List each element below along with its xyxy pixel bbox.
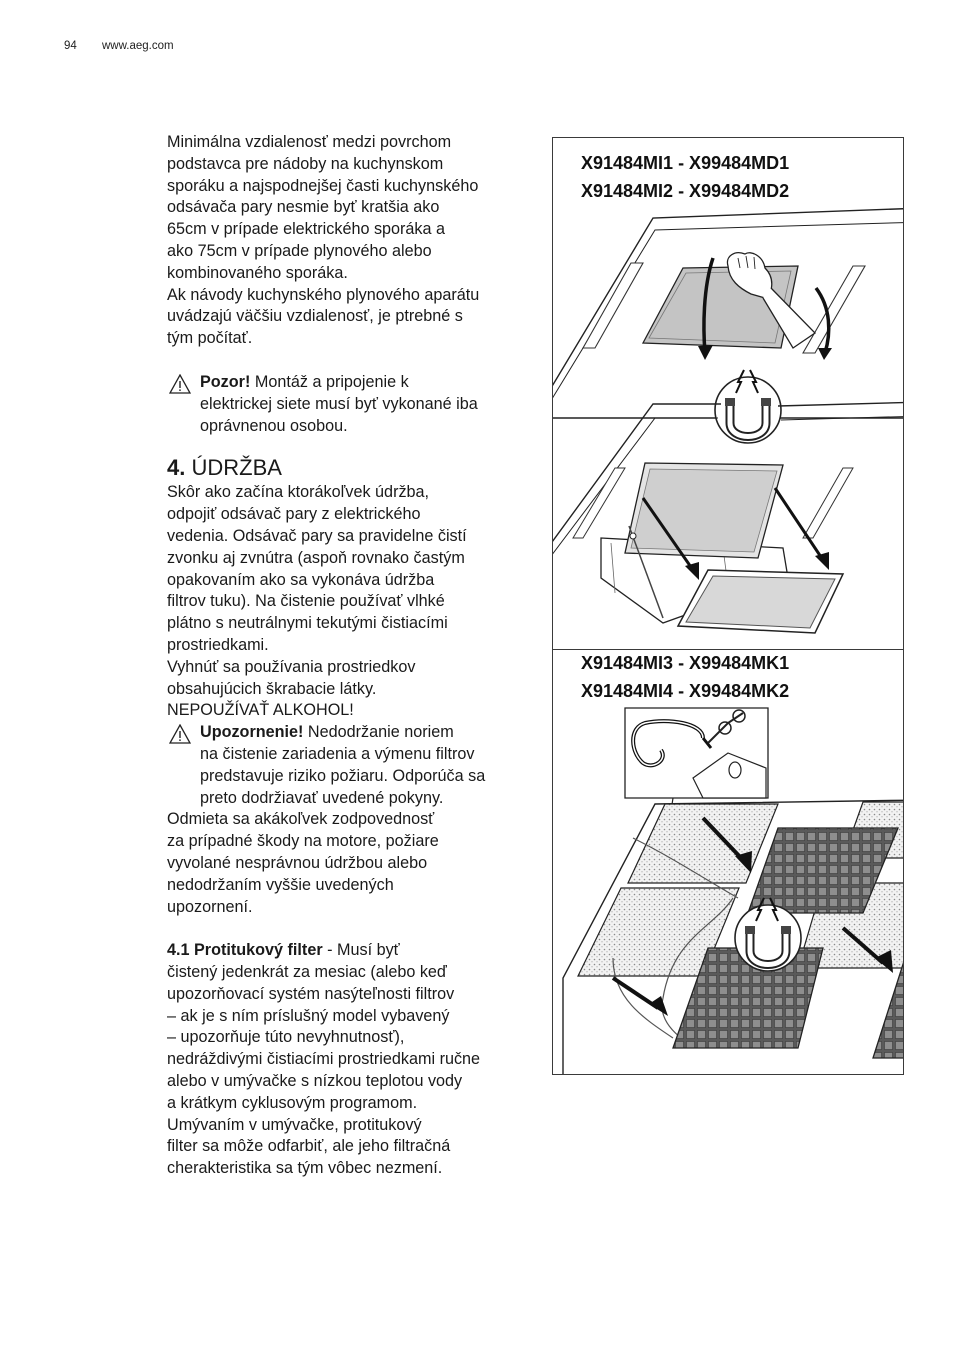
warning-line: predstavuje riziko požiaru. Odporúča sa (200, 766, 486, 785)
grease-filter-paragraph (167, 940, 537, 1180)
subsection-line: a krátkym cyklusovým programom. (167, 1093, 418, 1112)
subsection-line: filter sa môže odfarbiť, ale jeho filtračná (167, 1137, 451, 1156)
warning-text: Nedodržanie noriem (303, 723, 454, 742)
page-number: 94 (64, 40, 77, 52)
subsection-line: nedráždivými čistiacími prostriedkami ručne (167, 1050, 481, 1069)
section-heading (167, 455, 537, 481)
section-title: ÚDRŽBA (185, 455, 282, 481)
section-line: filtrov tuku). Na čistenie používať vlhké (167, 592, 445, 611)
subsection-line: Umývaním v umývačke, protitukový (167, 1115, 422, 1134)
warning-triangle-icon (169, 374, 191, 394)
disclaimer-paragraph (167, 809, 537, 918)
intro-line: uvádzajú väčšiu vzdialenosť, je ptrebné s (167, 307, 463, 326)
intro-line: Ak návody kuchynského plynového aparátu (167, 285, 480, 304)
disclaimer-line: nedodržaním vyššie uvedených (167, 875, 394, 894)
warning-note (167, 722, 537, 809)
section-line: prostriedkami. (167, 635, 269, 654)
model-label-bottom-2: X91484MI4 - X99484MK2 (581, 681, 790, 701)
intro-line: sporáku a najspodnejšej časti kuchynského (167, 176, 479, 195)
intro-line: 65cm v prípade elektrického sporáka a (167, 220, 446, 239)
text-column (167, 132, 537, 1180)
disclaimer-line: Odmieta sa akákoľvek zodpovednosť (167, 810, 435, 829)
model-label-top-2: X91484MI2 - X99484MD2 (581, 181, 790, 201)
intro-line: kombinovaného sporáka. (167, 263, 348, 282)
page-header (64, 40, 174, 52)
section-line: odpojiť odsávač pary z elektrického (167, 505, 421, 524)
caution-label: Pozor! (200, 372, 251, 391)
intro-line: Minimálna vzdialenosť medzi povrchom (167, 133, 452, 151)
subsection-line: – ak je s ním príslušný model vybavený (167, 1006, 450, 1025)
filter-illustration (553, 138, 904, 1075)
subsection-line: alebo v umývačke s nízkou teplotou vody (167, 1072, 463, 1091)
intro-line: odsávača pary nesmie byť kratšia ako (167, 198, 440, 217)
caution-line: elektrickej siete musí byť vykonané iba (200, 394, 478, 413)
subsection-line: čistený jedenkrát za mesiac (alebo keď (167, 963, 447, 982)
subsection-line: cherakteristika sa tým vôbec nezmení. (167, 1159, 443, 1178)
disclaimer-line: za prípadné škody na motore, požiare (167, 832, 439, 851)
subsection-line: – upozorňuje túto nevyhnutnosť), (167, 1028, 405, 1047)
disclaimer-line: vyvolané nesprávnou údržbou alebo (167, 853, 428, 872)
caution-text: Montáž a pripojenie k (250, 372, 409, 391)
subsection-title: 4.1 Protitukový filter (167, 941, 323, 960)
section-line: Vyhnúť sa používania prostriedkov (167, 657, 416, 676)
model-label-top-1: X91484MI1 - X99484MD1 (581, 153, 790, 173)
intro-line: tým počítať. (167, 329, 253, 348)
subsection-line: upozorňovací systém nasýteľnosti filtrov (167, 984, 455, 1003)
section-number: 4. (167, 455, 186, 481)
website-url: www.aeg.com (102, 40, 174, 52)
section-line: NEPOUŽÍVAŤ ALKOHOL! (167, 701, 354, 720)
intro-line: podstavca pre nádoby na kuchynskom (167, 154, 444, 173)
maintenance-paragraph (167, 482, 537, 722)
caution-line: oprávnenou osobou. (200, 416, 348, 435)
warning-line: preto dodržiavať uvedené pokyny. (200, 788, 444, 807)
warning-line: na čistenie zariadenia a výmenu filtrov (200, 744, 475, 763)
disclaimer-line: upozornení. (167, 897, 253, 916)
section-line: plátno s neutrálnymi tekutými čistiacími (167, 614, 448, 633)
section-line: zvonku aj zvnútra (aspoň rovnako častým (167, 548, 465, 567)
section-line: obsahujúcich škrabacie látky. (167, 679, 377, 698)
subsection-title-rest: - Musí byť (322, 941, 400, 960)
intro-line: ako 75cm v prípade plynového alebo (167, 241, 432, 260)
section-line: vedenia. Odsávač pary sa pravidelne čistí (167, 526, 467, 545)
section-line: opakovaním ako sa vykonáva údržba (167, 570, 435, 589)
model-label-bottom-1: X91484MI3 - X99484MK1 (581, 653, 790, 673)
section-line: Skôr ako začína ktorákoľvek údržba, (167, 483, 430, 502)
warning-triangle-icon (169, 724, 191, 744)
filter-illustration-panel (552, 137, 904, 1075)
warning-label: Upozornenie! (200, 723, 304, 742)
intro-paragraph (167, 132, 537, 350)
caution-note (167, 372, 537, 437)
